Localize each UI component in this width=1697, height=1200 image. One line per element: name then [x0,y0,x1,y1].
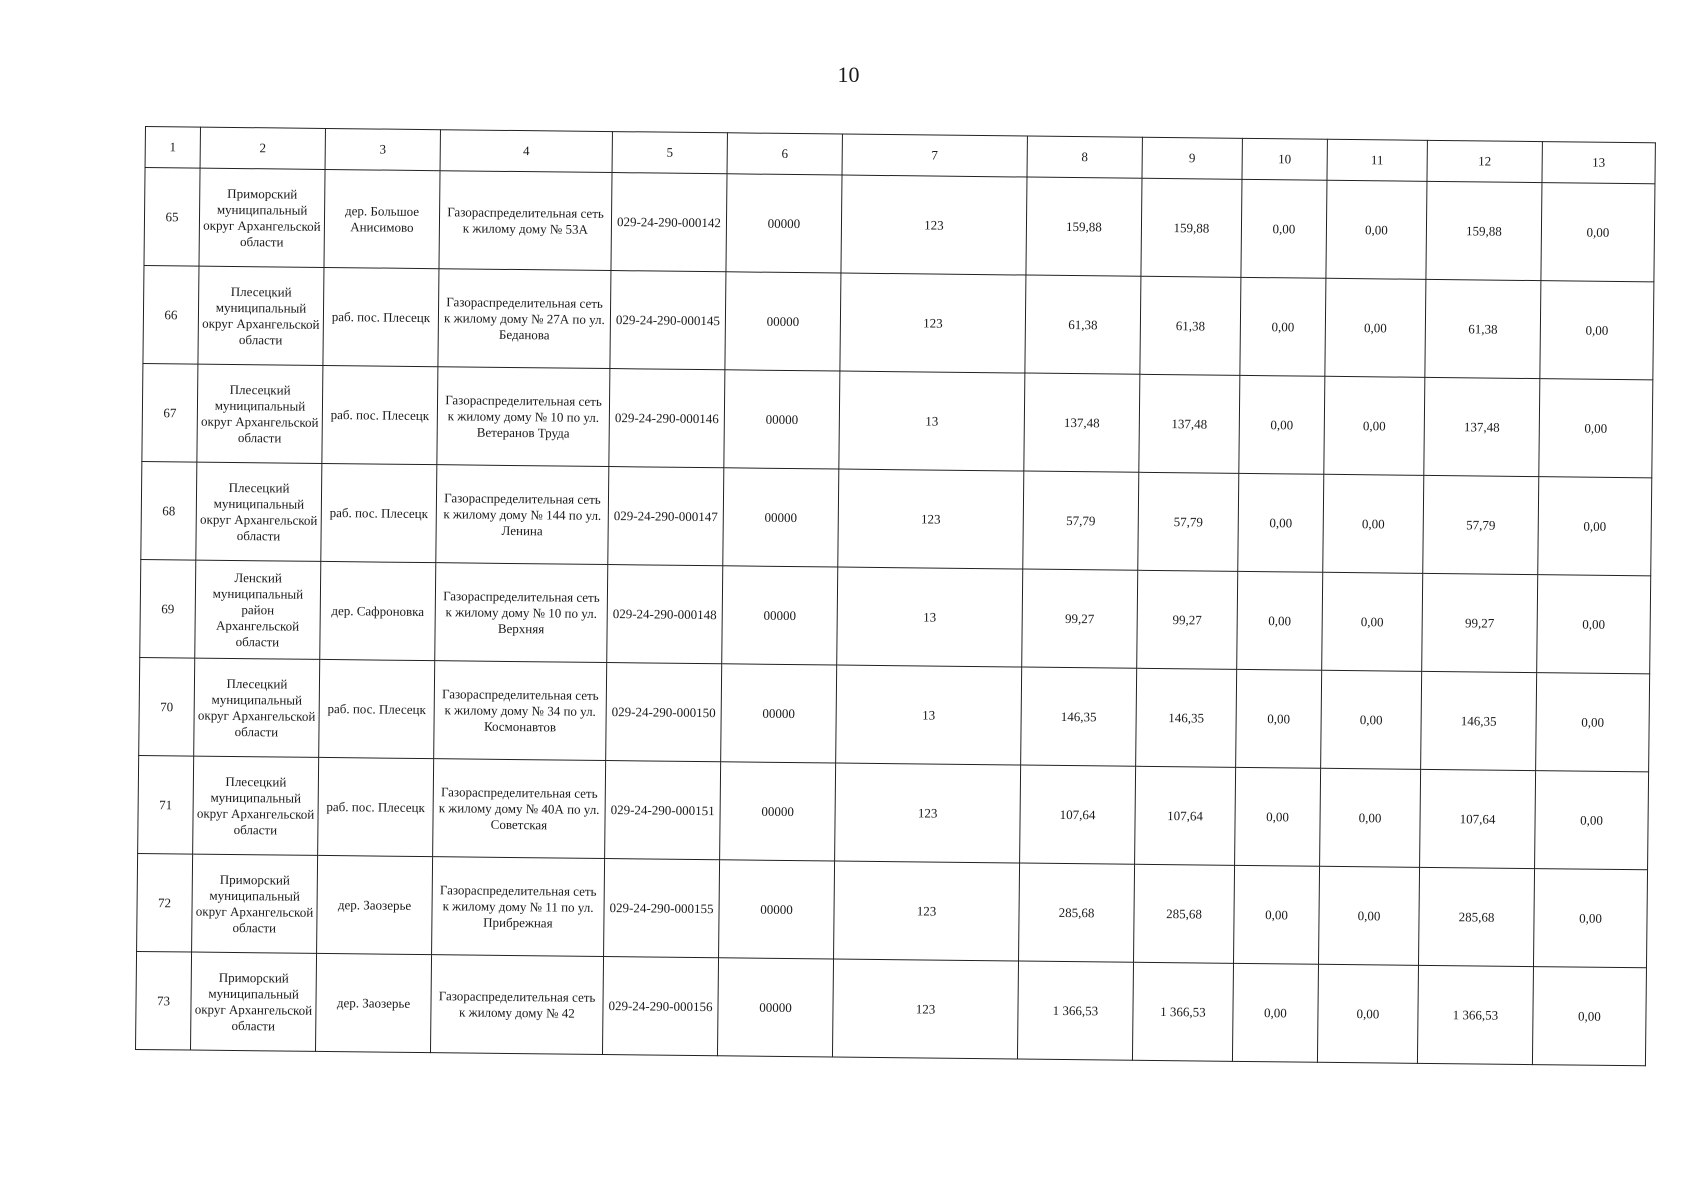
table-cell-col-4: Газораспределительная сеть к жилому дому № 10 по ул. Верхняя [435,563,608,663]
table-cell-col-4: Газораспределительная сеть к жилому дому № 10 по ул. Ветеранов Труда [437,367,610,467]
table-cell-col-9: 285,68 [1134,864,1235,963]
table-cell-col-10: 0,00 [1236,669,1322,768]
table-cell-col-6: 00000 [720,762,836,861]
column-header-8: 8 [1027,136,1142,178]
table-cell-col-9: 159,88 [1141,178,1242,277]
table-cell-col-12: 159,88 [1426,181,1542,280]
table-cell-col-3: раб. пос. Плесецк [322,365,438,464]
table-cell-col-8: 285,68 [1019,863,1135,962]
table-cell-col-8: 57,79 [1023,471,1139,570]
table-cell-col-1: 70 [139,657,195,756]
table-cell-col-11: 0,00 [1326,180,1427,279]
table-row [139,657,1650,771]
column-header-4: 4 [440,130,612,173]
table-cell-col-1: 72 [137,853,193,952]
table-cell-col-5: 029-24-290-000148 [607,565,723,664]
table-cell-col-2: Приморский муниципальный округ Архангельской области [191,952,317,1051]
table-cell-col-4: Газораспределительная сеть к жилому дому № 34 по ул. Космонавтов [434,661,607,761]
table-cell-col-7: 123 [834,861,1020,961]
table-cell-col-9: 1 366,53 [1132,962,1233,1061]
table-body [136,168,1655,1066]
column-header-12: 12 [1427,140,1542,182]
table-cell-col-1: 65 [144,168,200,267]
table-cell-col-12: 146,35 [1421,671,1537,770]
table-cell-col-3: дер. Заозерье [317,855,433,954]
table-cell-col-6: 00000 [721,664,837,763]
table-cell-col-3: дер. Заозерье [315,953,431,1052]
table-cell-col-6: 00000 [723,468,839,567]
data-table [135,126,1656,1066]
page-number: 10 [837,62,860,87]
table-cell-col-6: 00000 [722,566,838,665]
table-row [143,265,1654,379]
table-cell-col-12: 1 366,53 [1417,965,1533,1064]
table-cell-col-13: 0,00 [1535,771,1649,870]
column-header-2: 2 [200,127,325,169]
table-cell-col-9: 107,64 [1135,766,1236,865]
column-header-9: 9 [1142,137,1242,179]
table-cell-col-12: 61,38 [1425,279,1541,378]
table-cell-col-13: 0,00 [1532,967,1646,1066]
table-cell-col-7: 13 [837,567,1023,667]
table-cell-col-8: 107,64 [1020,765,1136,864]
table-cell-col-5: 029-24-290-000156 [602,957,718,1056]
table-cell-col-3: раб. пос. Плесецк [321,463,437,562]
table-cell-col-4: Газораспределительная сеть к жилому дому № 53А [439,171,612,271]
column-header-11: 11 [1327,139,1427,181]
table-cell-col-10: 0,00 [1237,571,1323,670]
table-row [142,363,1653,477]
table-cell-col-7: 123 [840,273,1026,373]
table-cell-col-10: 0,00 [1232,963,1318,1062]
table-cell-col-5: 029-24-290-000147 [608,467,724,566]
table-cell-col-4: Газораспределительная сеть к жилому дому № 27А по ул. Беданова [438,269,611,369]
table-cell-col-10: 0,00 [1240,277,1326,376]
table-cell-col-3: раб. пос. Плесецк [318,757,434,856]
table-cell-col-12: 57,79 [1423,475,1539,574]
table-cell-col-10: 0,00 [1234,865,1320,964]
table-cell-col-11: 0,00 [1317,964,1418,1063]
table-cell-col-13: 0,00 [1536,673,1650,772]
table-cell-col-10: 0,00 [1235,767,1321,866]
table-cell-col-11: 0,00 [1325,278,1426,377]
table-cell-col-7: 123 [832,959,1018,1059]
table-cell-col-2: Плесецкий муниципальный округ Архангельской области [197,364,323,463]
table-cell-col-13: 0,00 [1539,379,1653,478]
column-header-13: 13 [1542,142,1655,184]
column-header-6: 6 [727,133,842,175]
table-cell-col-12: 285,68 [1418,867,1534,966]
table-cell-col-8: 99,27 [1022,569,1138,668]
table-cell-col-9: 99,27 [1137,570,1238,669]
table-cell-col-9: 137,48 [1139,374,1240,473]
column-header-10: 10 [1242,138,1327,180]
column-header-7: 7 [842,134,1027,177]
table-cell-col-4: Газораспределительная сеть к жилому дому № 42 [430,955,603,1055]
table-cell-col-8: 61,38 [1025,275,1141,374]
table-cell-col-9: 57,79 [1138,472,1239,571]
table-cell-col-11: 0,00 [1324,376,1425,475]
table-cell-col-6: 00000 [717,958,833,1057]
table-cell-col-1: 66 [143,265,199,364]
table-cell-col-2: Приморский муниципальный округ Архангельской области [199,168,325,267]
table-cell-col-4: Газораспределительная сеть к жилому дому № 144 по ул. Ленина [436,465,609,565]
table-cell-col-1: 73 [136,951,192,1050]
table-cell-col-10: 0,00 [1239,375,1325,474]
document-sheet [135,126,1655,1066]
table-cell-col-5: 029-24-290-000146 [609,369,725,468]
table-cell-col-9: 61,38 [1140,276,1241,375]
table-cell-col-13: 0,00 [1538,477,1652,576]
table-row [144,168,1655,282]
table-cell-col-7: 123 [841,175,1027,275]
table-cell-col-1: 67 [142,363,198,462]
table-cell-col-6: 00000 [724,370,840,469]
table-cell-col-2: Плесецкий муниципальный округ Архангельской области [193,756,319,855]
table-row [140,559,1651,673]
table-cell-col-11: 0,00 [1322,572,1423,671]
table-cell-col-13: 0,00 [1537,575,1651,674]
table-row [137,853,1648,967]
table-row [136,951,1647,1065]
table-cell-col-3: раб. пос. Плесецк [323,267,439,366]
table-cell-col-6: 00000 [719,860,835,959]
column-header-5: 5 [612,132,727,174]
table-row [138,755,1649,869]
table-cell-col-11: 0,00 [1321,670,1422,769]
table-cell-col-7: 123 [835,763,1021,863]
table-cell-col-5: 029-24-290-000150 [606,663,722,762]
table-cell-col-3: раб. пос. Плесецк [319,659,435,758]
table-row [141,461,1652,575]
table-cell-col-11: 0,00 [1323,474,1424,573]
table-cell-col-1: 68 [141,461,197,560]
table-cell-col-11: 0,00 [1318,866,1419,965]
table-cell-col-7: 13 [839,371,1025,471]
table-cell-col-10: 0,00 [1241,179,1327,278]
table-cell-col-2: Приморский муниципальный округ Архангельской области [192,854,318,953]
table-cell-col-7: 123 [838,469,1024,569]
table-cell-col-1: 71 [138,755,194,854]
table-cell-col-8: 159,88 [1026,177,1142,276]
table-cell-col-5: 029-24-290-000155 [604,859,720,958]
table-cell-col-5: 029-24-290-000142 [611,173,727,272]
table-cell-col-3: дер. Сафроновка [320,561,436,660]
column-header-1: 1 [145,127,200,169]
table-cell-col-12: 137,48 [1424,377,1540,476]
table-cell-col-8: 137,48 [1024,373,1140,472]
table-cell-col-13: 0,00 [1541,183,1655,282]
table-cell-col-6: 00000 [725,272,841,371]
table-cell-col-5: 029-24-290-000145 [610,271,726,370]
table-cell-col-13: 0,00 [1540,281,1654,380]
table-cell-col-6: 00000 [726,174,842,273]
table-cell-col-11: 0,00 [1320,768,1421,867]
table-cell-col-9: 146,35 [1136,668,1237,767]
table-cell-col-10: 0,00 [1238,473,1324,572]
table-cell-col-3: дер. Большое Анисимово [324,169,440,268]
table-cell-col-8: 1 366,53 [1017,961,1133,1060]
table-cell-col-8: 146,35 [1021,667,1137,766]
table-cell-col-5: 029-24-290-000151 [605,761,721,860]
table-cell-col-1: 69 [140,559,196,658]
table-cell-col-13: 0,00 [1533,869,1647,968]
table-cell-col-2: Плесецкий муниципальный округ Архангельской области [198,266,324,365]
table-cell-col-2: Ленский муниципальный район Архангельской области [195,560,321,659]
table-cell-col-2: Плесецкий муниципальный округ Архангельской области [194,658,320,757]
table-cell-col-12: 107,64 [1420,769,1536,868]
table-cell-col-4: Газораспределительная сеть к жилому дому № 11 по ул. Прибрежная [432,857,605,957]
table-cell-col-12: 99,27 [1422,573,1538,672]
column-header-3: 3 [325,128,440,170]
table-cell-col-4: Газораспределительная сеть к жилому дому № 40А по ул. Советская [433,759,606,859]
table-cell-col-2: Плесецкий муниципальный округ Архангельской области [196,462,322,561]
table-cell-col-7: 13 [836,665,1022,765]
